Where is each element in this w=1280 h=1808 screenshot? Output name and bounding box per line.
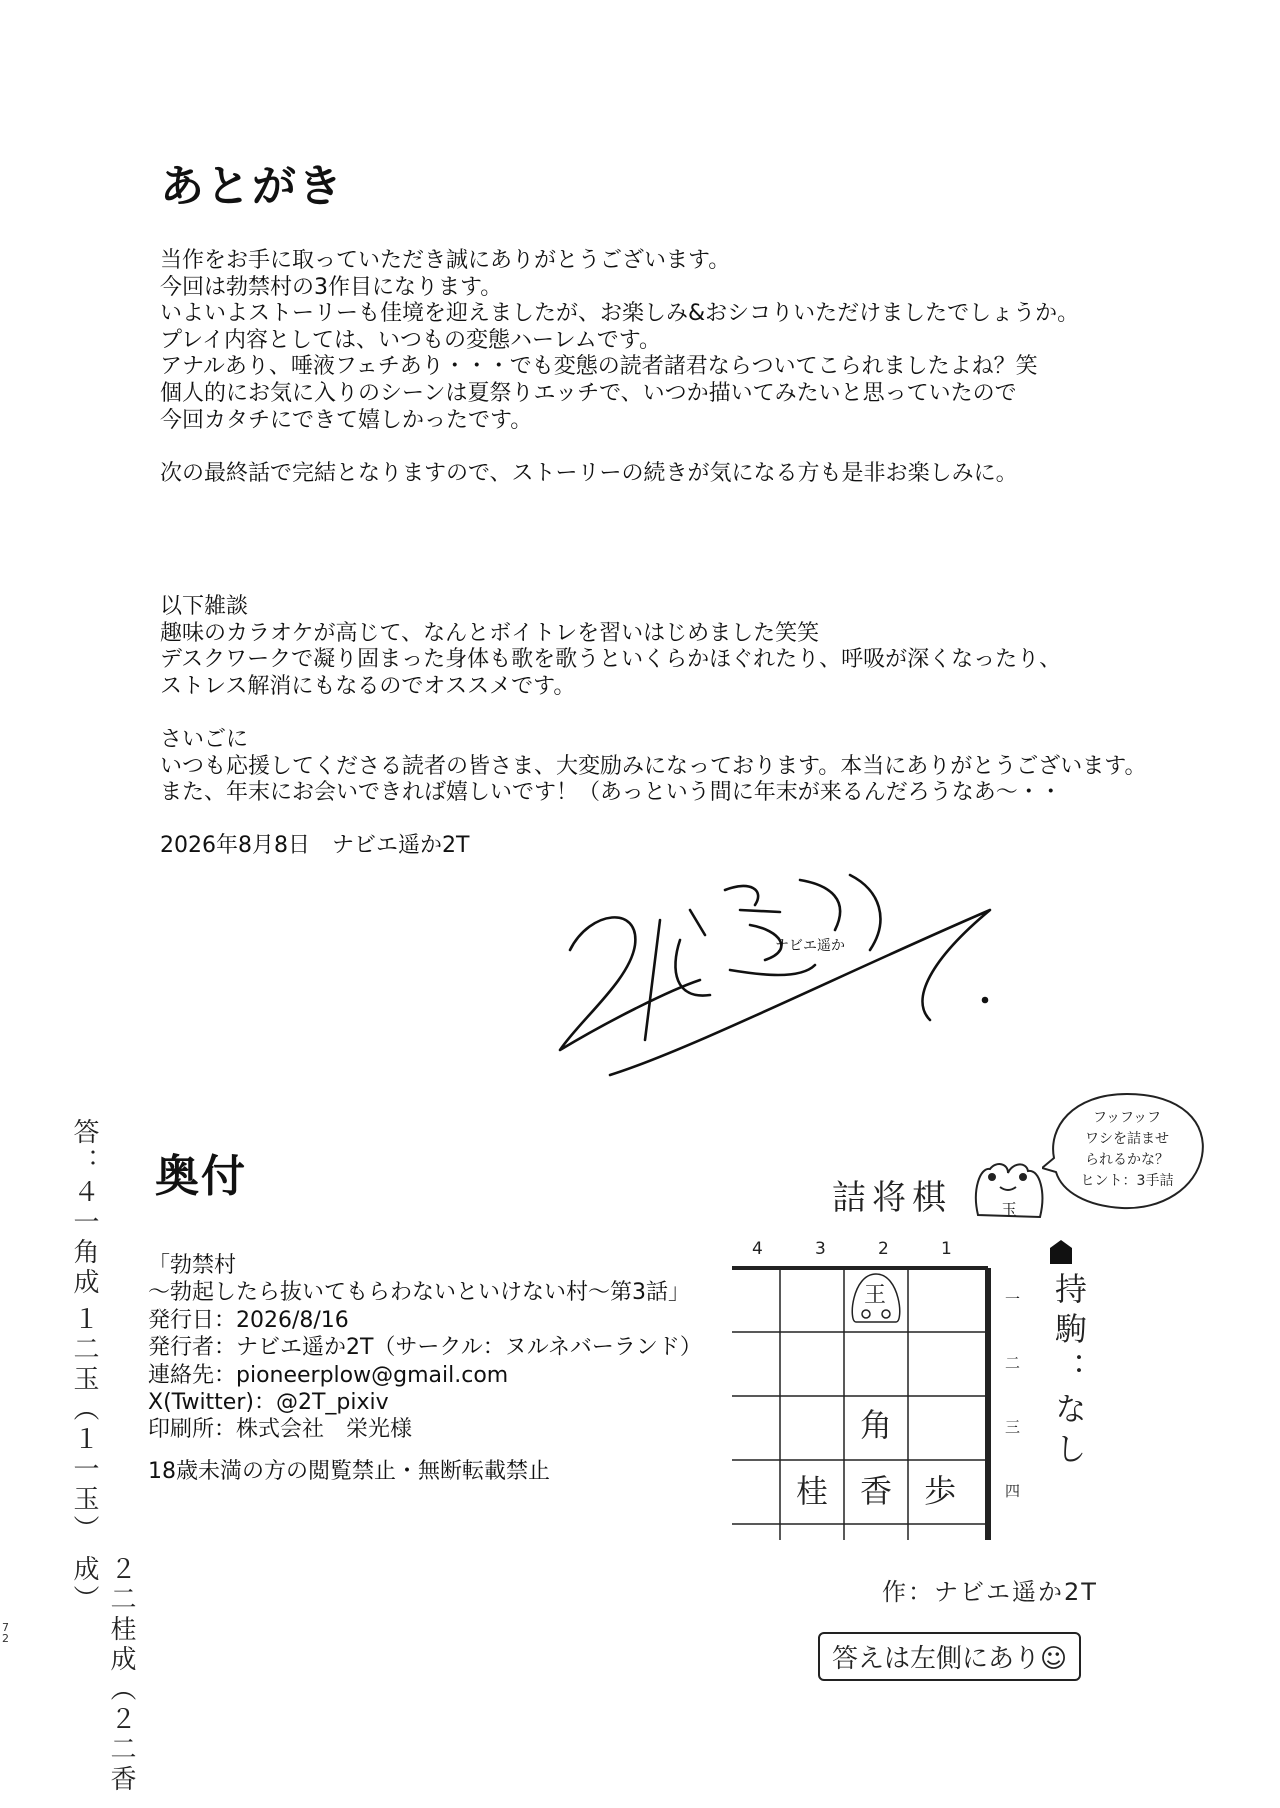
puzzle-author: 作：ナビエ遥か2T bbox=[882, 1578, 1098, 1606]
signature-image bbox=[550, 850, 1020, 1090]
row-label: 一 bbox=[1005, 1290, 1021, 1308]
shogi-board bbox=[720, 1230, 1050, 1560]
afterword-line: 今回は勃禁村の3作目になります。 bbox=[160, 274, 503, 300]
colophon-line: ～勃起したら抜いてもらわないといけない村～第3話」 bbox=[148, 1280, 690, 1306]
afterword-line: 当作をお手に取っていただき誠にありがとうございます。 bbox=[160, 248, 731, 273]
chat-line: 趣味のカラオケが高じて、なんとボイトレを習いはじめました笑笑 bbox=[160, 620, 820, 646]
chat-section bbox=[160, 594, 1146, 860]
lance-piece: 香 bbox=[860, 1472, 893, 1510]
afterword-line: 今回カタチにできて嬉しかったです。 bbox=[160, 407, 533, 433]
afterword-line: いよいよストーリーも佳境を迎えましたが、お楽しみ&おシコりいただけましたでしょうか。 bbox=[160, 301, 1080, 327]
col-label: 4 bbox=[752, 1239, 763, 1259]
afterword-line: プレイ内容としては、いつもの変態ハーレムです。 bbox=[160, 327, 661, 353]
afterword-line: 次の最終話で完結となりますので、ストーリーの続きが気になる方も是非お楽しみに。 bbox=[160, 460, 1018, 486]
date-author: 2026年8月8日 ナビエ遥か2T bbox=[160, 833, 470, 859]
speech-line: られるかな？ bbox=[1085, 1152, 1169, 1168]
col-label: 3 bbox=[815, 1239, 826, 1259]
chat-line: ストレス解消にもなるのでオススメです。 bbox=[160, 673, 576, 699]
answer-line-1: 答：４一角成 bbox=[69, 1118, 99, 1298]
afterword-title: あとがき bbox=[160, 161, 344, 212]
colophon-notice: 18歳未満の方の閲覧禁止・無断転載禁止 bbox=[148, 1458, 550, 1484]
colophon-line: X(Twitter)：@2T_pixiv bbox=[148, 1390, 389, 1416]
puzzle-title: 詰将棋 bbox=[832, 1178, 952, 1218]
closing-heading: さいごに bbox=[160, 726, 249, 752]
knight-piece: 桂 bbox=[796, 1472, 829, 1510]
answer-line-2: １二玉（１一玉） bbox=[69, 1305, 99, 1545]
pawn-piece: 歩 bbox=[924, 1472, 957, 1510]
answer-location-note: 答えは左側にあり☺ bbox=[818, 1632, 1081, 1681]
colophon-line: 「勃禁村 bbox=[148, 1253, 237, 1278]
afterword-line: アナルあり、唾液フェチあり・・・でも変態の読者諸君ならついてこられましたよね？笑 bbox=[160, 354, 1038, 380]
colophon-title: 奥付 bbox=[155, 1151, 247, 1202]
speech-text bbox=[1062, 1108, 1192, 1192]
afterword-line: 個人的にお気に入りのシーンは夏祭りエッチで、いつか描いてみたいと思っていたので bbox=[160, 380, 1017, 406]
page-number: 72 bbox=[2, 1621, 9, 1645]
signature-text: ナビエ遥か bbox=[775, 938, 845, 954]
colophon-line: 印刷所：株式会社 栄光様 bbox=[148, 1417, 413, 1443]
frog-piece: 玉 bbox=[1001, 1200, 1018, 1219]
row-label: 三 bbox=[1005, 1418, 1021, 1436]
speech-line: フッフッフ bbox=[1092, 1110, 1162, 1126]
chat-heading: 以下雑談 bbox=[160, 594, 249, 619]
colophon-line: 発行日：2026/8/16 bbox=[148, 1307, 349, 1333]
closing-line: いつも応援してくださる読者の皆さま、大変励みになっております。本当にありがとうございます。 bbox=[160, 753, 1147, 779]
chat-line: デスクワークで凝り固まった身体も歌を歌うといくらかほぐれたり、呼吸が深くなったり、 bbox=[160, 647, 1062, 673]
col-label: 2 bbox=[878, 1239, 889, 1259]
col-label: 1 bbox=[941, 1239, 952, 1259]
sente-marker-icon bbox=[1048, 1238, 1074, 1266]
king-piece bbox=[852, 1274, 899, 1322]
king-label: 王 bbox=[864, 1283, 887, 1308]
colophon-line: 発行者：ナビエ遥か2T（サークル：ヌルネバーランド） bbox=[148, 1335, 702, 1361]
speech-line: ワシを詰ませ bbox=[1085, 1131, 1169, 1147]
colophon-body bbox=[148, 1252, 702, 1485]
row-label: 二 bbox=[1005, 1354, 1021, 1372]
bishop-piece: 角 bbox=[860, 1406, 893, 1444]
closing-line: また、年末にお会いできれば嬉しいです！（あっという間に年末が来るんだろうなあ～・・ bbox=[160, 780, 1062, 806]
row-label: 四 bbox=[1005, 1482, 1021, 1500]
answer-line-3: ２二桂成（２二香成） bbox=[69, 1555, 136, 1795]
frog-icon bbox=[968, 1155, 1048, 1225]
hand-pieces: 持駒：なし bbox=[1050, 1272, 1088, 1472]
afterword-body bbox=[160, 248, 1079, 487]
colophon-line: 連絡先：pioneerplow@gmail.com bbox=[148, 1362, 509, 1388]
speech-line: ヒント：3手詰 bbox=[1080, 1173, 1174, 1189]
